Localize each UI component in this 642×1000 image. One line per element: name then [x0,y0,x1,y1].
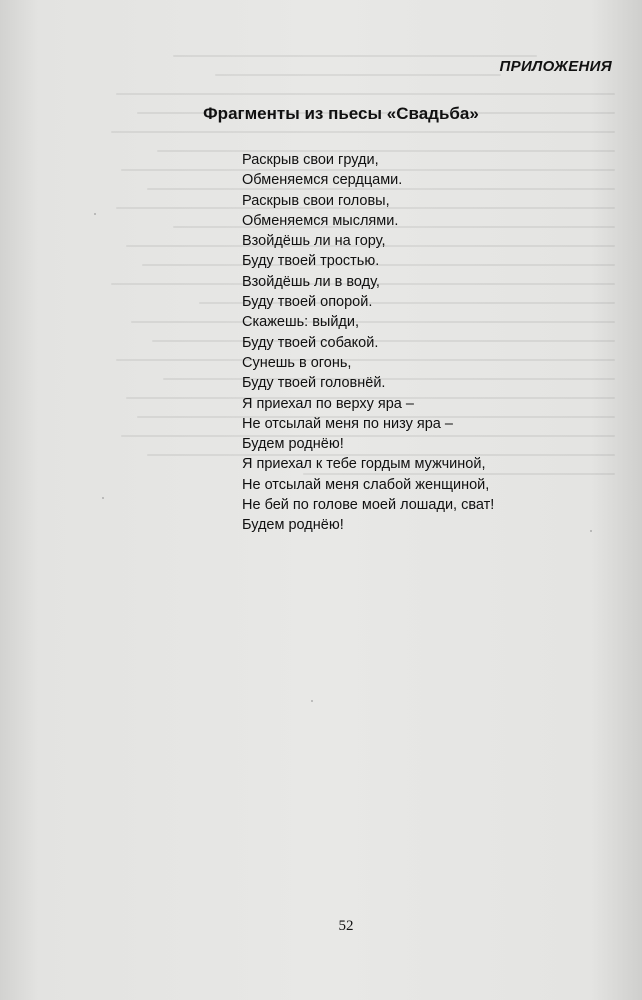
poem-line: Взойдёшь ли на гору, [242,233,386,250]
paper-speck [590,530,592,532]
poem-line: Взойдёшь ли в воду, [242,273,380,290]
poem-line: Буду твоей головнёй. [242,375,386,392]
paper-speck [94,213,96,215]
poem-line: Не отсылай меня по низу яра – [242,415,453,432]
poem-line: Будем роднёю! [242,436,344,453]
poem-line: Раскрыв свои головы, [242,192,390,209]
poem-line: Будем роднёю! [242,517,344,534]
poem-line: Не бей по голове моей лошади, сват! [242,497,495,514]
poem-line: Раскрыв свои груди, [242,152,379,168]
poem-line: Скажешь: выйди, [242,314,360,331]
paper-speck [311,700,313,702]
page-number: 52 [338,918,354,934]
poem-line: Буду твоей собакой. [242,334,379,351]
poem-line: Я приехал по верху яра – [242,395,414,412]
section-header: ПРИЛОЖЕНИЯ [499,58,612,75]
poem-title: Фрагменты из пьесы «Свадьба» [203,104,479,123]
poem-line: Сунешь в огонь, [242,354,352,371]
poem-line: Я приехал к тебе гордым мужчиной, [242,456,486,473]
poem-line: Обменяемся сердцами. [242,172,403,189]
poem-line: Обменяемся мыслями. [242,212,399,229]
paper-speck [102,497,104,499]
poem-line: Не отсылай меня слабой женщиной, [242,476,490,493]
poem-line: Буду твоей тростью. [242,253,380,270]
poem-body [242,150,494,536]
poem-line: Буду твоей опорой. [242,294,373,311]
